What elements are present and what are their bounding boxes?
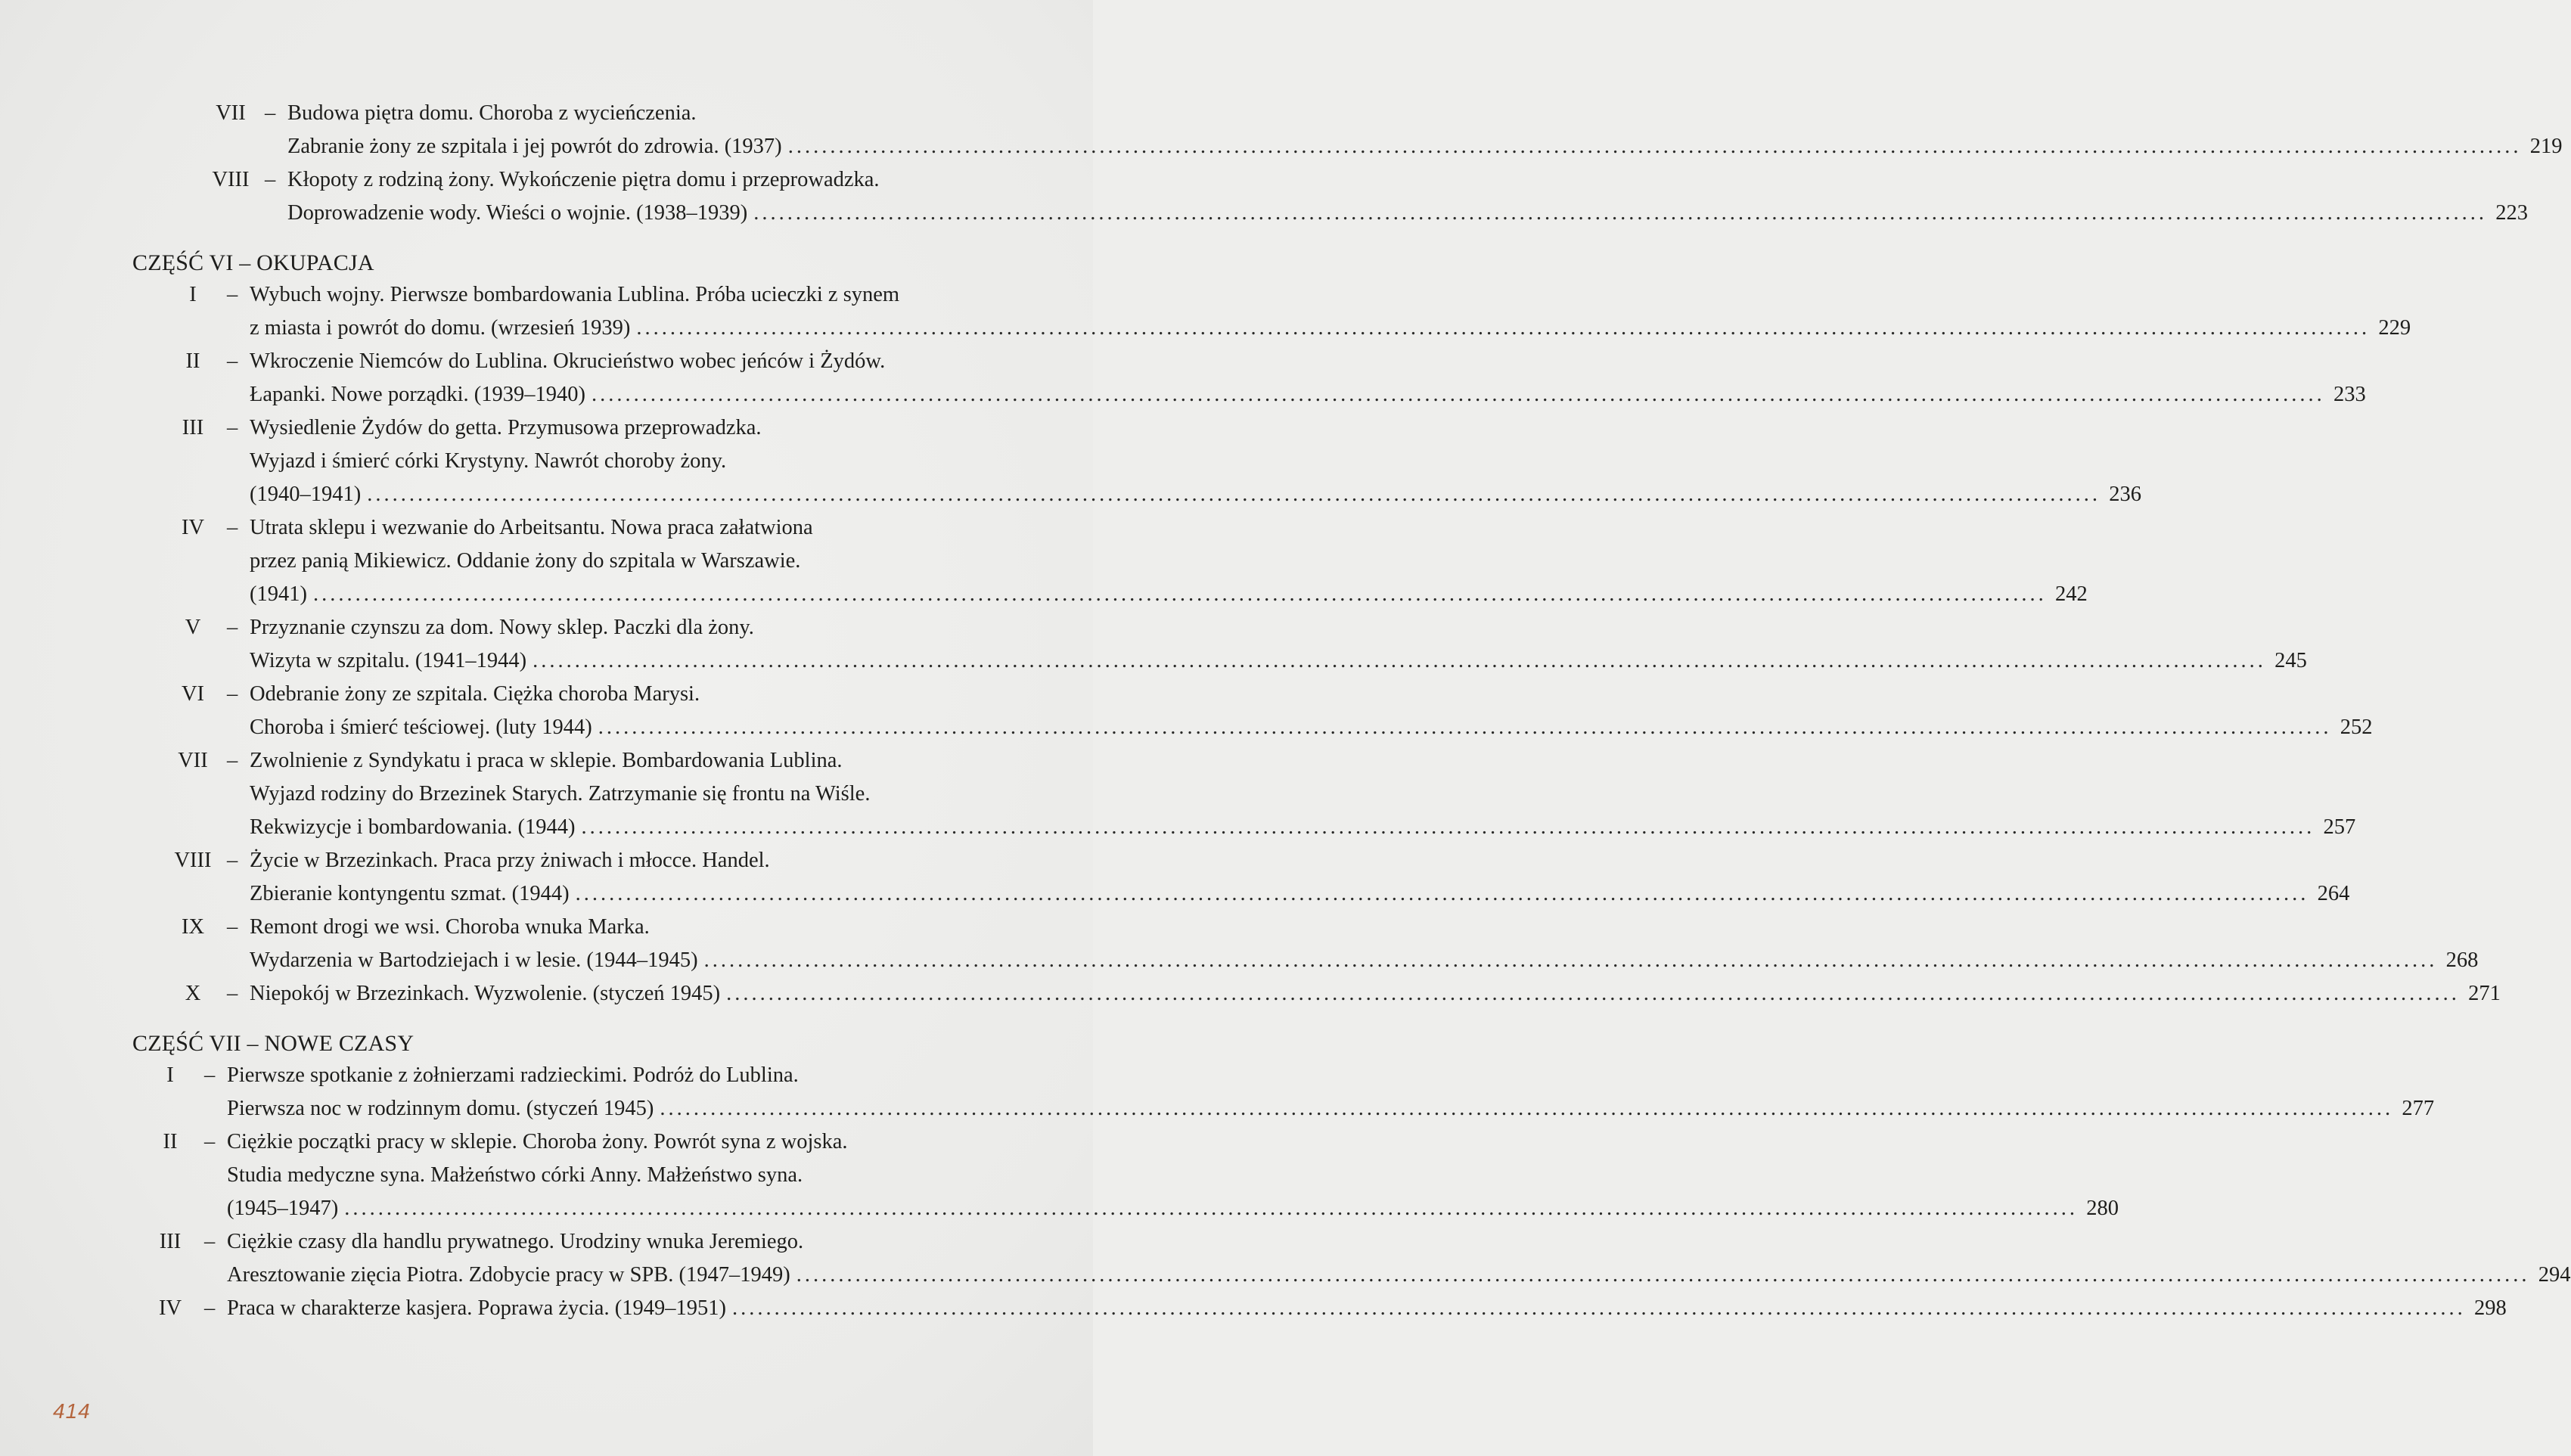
entry-dash: –	[227, 349, 238, 373]
toc-entry[interactable]	[159, 744, 2356, 844]
entry-page-number[interactable]: 242	[2054, 582, 2088, 606]
toc-entry[interactable]	[136, 1125, 2119, 1225]
entry-last-line	[250, 312, 2411, 345]
entry-text-line: Remont drogi we wsi. Choroba wnuka Marka.	[250, 915, 650, 939]
entry-text-line: Studia medyczne syna. Małżeństwo córki Anny. Małżeństwo syna.	[227, 1163, 803, 1187]
entry-page-number[interactable]: 277	[2402, 1097, 2435, 1120]
entry-page-number[interactable]: 223	[2495, 201, 2529, 225]
entry-page-number[interactable]: 233	[2333, 383, 2366, 406]
entry-last-line	[227, 1259, 2571, 1292]
entry-last-line	[250, 478, 2141, 511]
chapter-number: II	[163, 1130, 178, 1153]
entry-dash: –	[227, 516, 238, 539]
dot-leader	[732, 1292, 2466, 1325]
entry-dash: –	[204, 1063, 216, 1087]
dot-leader	[344, 1192, 2078, 1225]
entry-body	[250, 411, 2141, 511]
dot-leader	[704, 944, 2438, 977]
entry-last-line	[250, 944, 2478, 977]
toc-section	[113, 97, 2563, 230]
entry-text-line: Życie w Brzezinkach. Praca przy żniwach i młocce. Handel.	[250, 849, 770, 872]
entry-last-line	[250, 644, 2307, 678]
dot-leader	[367, 478, 2101, 511]
entry-last-line	[250, 578, 2088, 611]
dot-leader	[796, 1259, 2530, 1292]
dot-leader	[582, 811, 2315, 844]
entry-text-line: Ciężkie początki pracy w sklepie. Choroba żony. Powrót syna z wojska.	[227, 1130, 848, 1153]
entry-body	[250, 278, 2411, 345]
entry-dash: –	[265, 101, 276, 125]
entry-text-line: Pierwsze spotkanie z żołnierzami radzieckimi. Podróż do Lublina.	[227, 1063, 799, 1087]
entry-dash: –	[227, 616, 238, 639]
entry-last-line	[227, 1192, 2119, 1225]
entry-text-line: Ciężkie czasy dla handlu prywatnego. Urodziny wnuka Jeremiego.	[227, 1230, 804, 1253]
entry-dash: –	[204, 1230, 216, 1253]
chapter-number: VII	[178, 749, 208, 772]
toc-entry[interactable]	[197, 97, 2563, 163]
toc-entry[interactable]	[159, 678, 2373, 744]
dot-leader	[576, 877, 2309, 911]
dot-leader	[533, 644, 2266, 678]
chapter-number: V	[185, 616, 201, 639]
toc-entry[interactable]	[136, 1225, 2571, 1292]
chapter-number: I	[189, 283, 197, 306]
entry-last-line	[250, 811, 2355, 844]
entry-text-line: Wizyta w szpitalu. (1941–1944)	[250, 649, 527, 672]
entry-text-line: Praca w charakterze kasjera. Poprawa życia. (1949–1951)	[227, 1296, 726, 1320]
section-title: CZĘŚĆ VII – NOWE CZASY	[132, 1031, 415, 1056]
entry-body	[227, 1225, 2571, 1292]
dot-leader	[636, 312, 2370, 345]
entry-text-line: Wkroczenie Niemców do Lublina. Okrucieństwo wobec jeńców i Żydów.	[250, 349, 886, 373]
entry-dash: –	[204, 1130, 216, 1153]
dot-leader	[313, 578, 2047, 611]
entry-dash: –	[227, 749, 238, 772]
entry-dash: –	[227, 849, 238, 872]
entry-body	[287, 163, 2528, 230]
entry-page-number[interactable]: 257	[2323, 815, 2356, 839]
entry-last-line	[287, 130, 2562, 163]
dot-leader	[788, 130, 2522, 163]
chapter-number: I	[166, 1063, 174, 1087]
chapter-number: VIII	[212, 168, 250, 191]
entry-page-number[interactable]: 268	[2445, 948, 2479, 972]
entry-body	[227, 1292, 2507, 1325]
entry-text-line: (1941)	[250, 582, 307, 606]
entry-text-line: Zbieranie kontyngentu szmat. (1944)	[250, 882, 570, 905]
entry-last-line	[250, 877, 2349, 911]
entry-body	[250, 678, 2372, 744]
entry-last-line	[250, 977, 2501, 1011]
entry-text-line: Pierwsza noc w rodzinnym domu. (styczeń 1945)	[227, 1097, 654, 1120]
entry-page-number[interactable]: 264	[2317, 882, 2350, 905]
entry-page-number[interactable]: 294	[2538, 1263, 2571, 1287]
toc-section	[113, 248, 2501, 1011]
entry-text-line: (1940–1941)	[250, 483, 362, 506]
entry-page-number[interactable]: 245	[2274, 649, 2307, 672]
entry-page-number[interactable]: 298	[2473, 1296, 2507, 1320]
entry-text-line: Wysiedlenie Żydów do getta. Przymusowa przeprowadzka.	[250, 416, 762, 439]
entry-text-line: z miasta i powrót do domu. (wrzesień 1939)	[250, 316, 631, 340]
toc-entry[interactable]	[159, 977, 2501, 1011]
entry-dash: –	[227, 416, 238, 439]
toc-entry[interactable]	[159, 611, 2307, 678]
entry-last-line	[227, 1092, 2434, 1125]
toc-entry[interactable]	[159, 411, 2141, 511]
entry-body	[250, 911, 2478, 977]
entry-body	[250, 744, 2355, 844]
entry-text-line: Odebranie żony ze szpitala. Ciężka choroba Marysi.	[250, 682, 700, 706]
entry-last-line	[250, 711, 2372, 744]
toc-entry[interactable]	[159, 345, 2366, 411]
dot-leader	[753, 197, 2487, 230]
entry-dash: –	[265, 168, 276, 191]
toc-entry[interactable]	[136, 1292, 2507, 1325]
entry-body	[250, 511, 2088, 611]
entry-text-line: Aresztowanie zięcia Piotra. Zdobycie pracy w SPB. (1947–1949)	[227, 1263, 790, 1287]
entry-dash: –	[227, 915, 238, 939]
chapter-number: IV	[181, 516, 205, 539]
entry-page-number[interactable]: 252	[2340, 716, 2373, 739]
entry-text-line: Choroba i śmierć teściowej. (luty 1944)	[250, 716, 592, 739]
toc-entry[interactable]	[159, 511, 2088, 611]
entry-body	[250, 611, 2307, 678]
chapter-number: III	[159, 1230, 182, 1253]
chapter-number: IV	[158, 1296, 182, 1320]
entry-text-line: Zabranie żony ze szpitala i jej powrót do zdrowia. (1937)	[287, 135, 782, 158]
entry-body	[227, 1125, 2119, 1225]
entry-text-line: Zwolnienie z Syndykatu i praca w sklepie. Bombardowania Lublina.	[250, 749, 843, 772]
entry-dash: –	[227, 283, 238, 306]
entry-text-line: Budowa piętra domu. Choroba z wycieńczenia.	[287, 101, 697, 125]
entry-page-number[interactable]: 280	[2086, 1197, 2119, 1220]
section-title: CZĘŚĆ VI – OKUPACJA	[132, 250, 374, 275]
entry-text-line: Łapanki. Nowe porządki. (1939–1940)	[250, 383, 586, 406]
chapter-number: VII	[216, 101, 246, 125]
chapter-number: VI	[181, 682, 205, 706]
toc-entry[interactable]	[159, 278, 2411, 345]
entry-body	[287, 97, 2562, 163]
entry-dash: –	[227, 982, 238, 1005]
toc-entry[interactable]	[197, 163, 2529, 230]
entry-text-line: przez panią Mikiewicz. Oddanie żony do szpitala w Warszawie.	[250, 549, 801, 573]
table-of-contents	[113, 97, 2571, 1343]
entry-dash: –	[204, 1296, 216, 1320]
entry-text-line: (1945–1947)	[227, 1197, 339, 1220]
entry-text-line: Utrata sklepu i wezwanie do Arbeitsantu. Nowa praca załatwiona	[250, 516, 813, 539]
entry-page-number[interactable]: 271	[2468, 982, 2501, 1005]
entry-text-line: Wydarzenia w Bartodziejach i w lesie. (1944–1945)	[250, 948, 698, 972]
dot-leader	[592, 378, 2325, 411]
entry-text-line: Rekwizycje i bombardowania. (1944)	[250, 815, 576, 839]
toc-entry[interactable]	[159, 911, 2479, 977]
toc-entry[interactable]	[136, 1059, 2435, 1125]
toc-entry[interactable]	[159, 844, 2350, 911]
dot-leader	[660, 1092, 2393, 1125]
page-number: 414	[53, 1399, 91, 1423]
entry-body	[250, 844, 2349, 911]
entry-page-number[interactable]: 236	[2109, 483, 2141, 506]
entry-text-line: Wyjazd rodziny do Brzezinek Starych. Zatrzymanie się frontu na Wiśle.	[250, 782, 871, 806]
dot-leader	[726, 977, 2460, 1011]
entry-dash: –	[227, 682, 238, 706]
entry-body	[250, 977, 2501, 1011]
entry-page-number[interactable]: 219	[2529, 135, 2563, 158]
entry-text-line: Wyjazd i śmierć córki Krystyny. Nawrót choroby żony.	[250, 449, 727, 473]
entry-last-line	[227, 1292, 2507, 1325]
entry-text-line: Kłopoty z rodziną żony. Wykończenie piętra domu i przeprowadzka.	[287, 168, 880, 191]
entry-text-line: Doprowadzenie wody. Wieści o wojnie. (1938–1939)	[287, 201, 748, 225]
entry-page-number[interactable]: 229	[2378, 316, 2411, 340]
toc-section	[113, 1029, 2571, 1325]
dot-leader	[598, 711, 2332, 744]
entry-text-line: Niepokój w Brzezinkach. Wyzwolenie. (styczeń 1945)	[250, 982, 721, 1005]
entry-last-line	[287, 197, 2528, 230]
chapter-number: X	[185, 982, 201, 1005]
entry-body	[227, 1059, 2434, 1125]
chapter-number: IX	[181, 915, 205, 939]
entry-text-line: Wybuch wojny. Pierwsze bombardowania Lublina. Próba ucieczki z synem	[250, 283, 900, 306]
chapter-number: II	[185, 349, 200, 373]
entry-text-line: Przyznanie czynszu za dom. Nowy sklep. Paczki dla żony.	[250, 616, 754, 639]
chapter-number: VIII	[174, 849, 212, 872]
chapter-number: III	[182, 416, 204, 439]
entry-last-line	[250, 378, 2366, 411]
entry-body	[250, 345, 2366, 411]
